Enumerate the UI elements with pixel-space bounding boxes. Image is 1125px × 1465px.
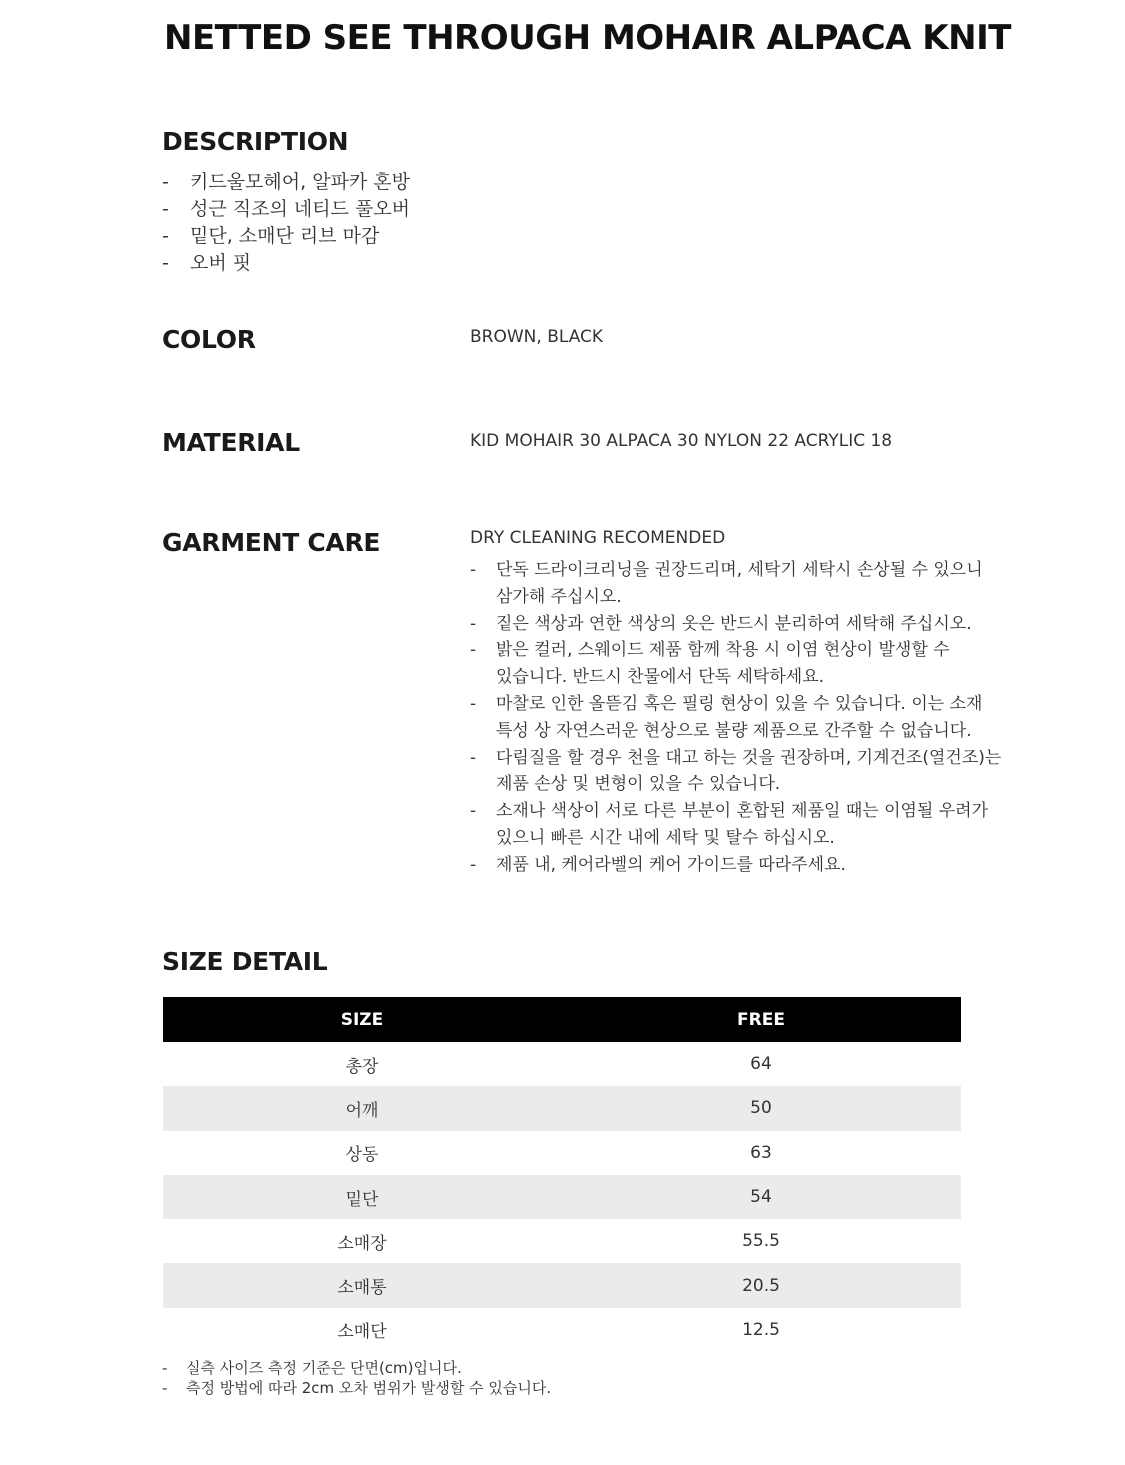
measurement-label: 소매통	[163, 1263, 561, 1307]
care-item: - 다림질을 할 경우 천을 대고 하는 것을 권장하며, 기계건조(열건조)는 제품 손상 및 변형이 있을 수 있습니다.	[470, 745, 1010, 799]
size-table	[163, 997, 961, 1352]
care-item: - 밝은 컬러, 스웨이드 제품 함께 착용 시 이염 현상이 발생할 수 있습니다. 반드시 찬물에서 단독 세탁하세요.	[470, 637, 1010, 691]
measurement-label: 상동	[345, 1145, 379, 1166]
measurement-value: 12.5	[742, 1319, 780, 1340]
description-item: - 밑단, 소매단 리브 마감	[162, 223, 410, 250]
size-column-header: SIZE	[163, 997, 561, 1042]
measurement-label: 소매장	[337, 1233, 387, 1254]
table-row	[163, 1086, 961, 1130]
measurement-value: 63	[750, 1142, 772, 1163]
measurement-label: 총장	[345, 1056, 379, 1077]
material-value: KID MOHAIR 30 ALPACA 30 NYLON 22 ACRYLIC 18	[470, 431, 893, 451]
free-column-header: FREE	[561, 997, 961, 1042]
description-item: - 오버 핏	[162, 250, 410, 277]
measurement-value: 64	[750, 1054, 772, 1075]
product-title: NETTED SEE THROUGH MOHAIR ALPACA KNIT	[164, 18, 1011, 58]
care-item: - 단독 드라이크리닝을 권장드리며, 세탁기 세탁시 손상될 수 있으니 삼가해 주십시오.	[470, 557, 1010, 611]
garment-care-heading: GARMENT CARE	[162, 528, 381, 557]
table-row	[163, 1042, 961, 1086]
table-row	[163, 1175, 961, 1219]
description-list	[162, 169, 410, 277]
table-row	[163, 1131, 961, 1175]
size-table-header	[163, 997, 961, 1042]
measurement-value: 50	[561, 1086, 961, 1130]
size-note: - 측정 방법에 따라 2cm 오차 범위가 발생할 수 있습니다.	[162, 1378, 551, 1398]
table-row	[163, 1263, 961, 1307]
size-detail-heading: SIZE DETAIL	[162, 947, 328, 976]
care-list	[470, 557, 1010, 879]
care-subheading: DRY CLEANING RECOMENDED	[470, 528, 726, 548]
material-heading: MATERIAL	[162, 428, 300, 457]
color-heading: COLOR	[162, 325, 256, 354]
care-item: - 제품 내, 케어라벨의 케어 가이드를 따라주세요.	[470, 852, 1010, 879]
care-item: - 소재나 색상이 서로 다른 부분이 혼합된 제품일 때는 이염될 우려가 있으니 빠른 시간 내에 세탁 및 탈수 하십시오.	[470, 798, 1010, 852]
measurement-label: 소매단	[337, 1322, 387, 1343]
table-row	[163, 1219, 961, 1263]
care-item: - 마찰로 인한 올뜯김 혹은 필링 현상이 있을 수 있습니다. 이는 소재 특성 상 자연스러운 현상으로 불량 제품으로 간주할 수 없습니다.	[470, 691, 1010, 745]
description-heading: DESCRIPTION	[162, 127, 349, 156]
description-item: - 성근 직조의 네티드 풀오버	[162, 196, 410, 223]
size-note: - 실측 사이즈 측정 기준은 단면(cm)입니다.	[162, 1358, 551, 1378]
measurement-value: 54	[561, 1175, 961, 1219]
measurement-value: 55.5	[742, 1231, 780, 1252]
description-item: - 키드울모헤어, 알파카 혼방	[162, 169, 410, 196]
measurement-value: 20.5	[561, 1263, 961, 1307]
table-row	[163, 1308, 961, 1352]
size-notes	[162, 1358, 551, 1398]
measurement-label: 밑단	[163, 1175, 561, 1219]
measurement-label: 어깨	[163, 1086, 561, 1130]
care-item: - 짙은 색상과 연한 색상의 옷은 반드시 분리하여 세탁해 주십시오.	[470, 611, 1010, 638]
color-value: BROWN, BLACK	[470, 327, 604, 347]
